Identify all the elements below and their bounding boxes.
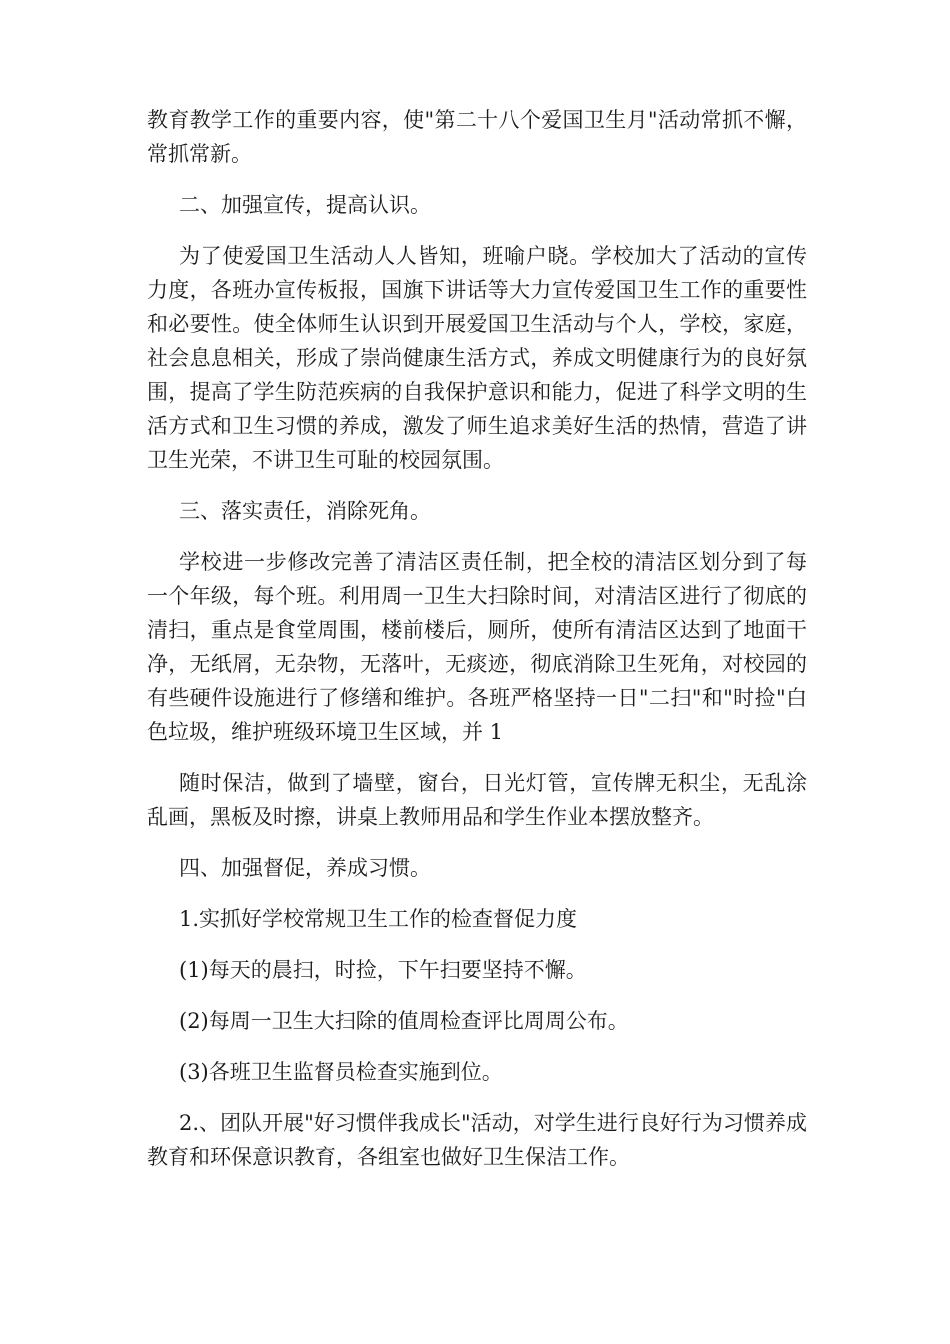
sub-item-3: (3)各班卫生监督员检查实施到位。: [179, 1060, 503, 1084]
paragraph-responsibility: 学校进一步修改完善了清洁区责任制，把全校的清洁区划分到了每一个年级，每个班。利用周一卫生大扫除时间，对清洁区进行了彻底的清扫，重点是食堂周围，楼前楼后，厕所，使所有清洁区达到了地面干净，无纸屑，无杂物，无落叶，无痰迹，彻底消除卫生死角，对校园的有些硬件设施进行了修缮和维护。各班严格坚持一日"二扫"和"时捡"白色垃圾，维护班级环境卫生区域，并 1: [147, 550, 807, 744]
section-heading-2: 二、加强宣传，提高认识。: [179, 193, 431, 217]
paragraph-publicity: 为了使爱国卫生活动人人皆知，班喻户晓。学校加大了活动的宣传力度，各班办宣传板报，国旗下讲话等大力宣传爱国卫生工作的重要性和必要性。使全体师生认识到开展爱国卫生活动与个人，学校，家庭，社会息息相关，形成了崇尚健康生活方式，养成文明健康行为的良好氛围，提高了学生防范疾病的自我保护意识和能力，促进了科学文明的生活方式和卫生习惯的养成，激发了师生追求美好生活的热情，营造了讲卫生光荣，不讲卫生可耻的校园氛围。: [147, 244, 807, 472]
paragraph-continuation: 教育教学工作的重要内容，使"第二十八个爱国卫生月"活动常抓不懈，常抓常新。: [147, 108, 807, 166]
document-page: [147, 103, 807, 1191]
list-item-2: 2.、团队开展"好习惯伴我成长"活动，对学生进行良好行为习惯养成教育和环保意识教育，各组室也做好卫生保洁工作。: [147, 1111, 807, 1169]
section-heading-3: 三、落实责任，消除死角。: [179, 499, 431, 523]
paragraph-cleaning: 随时保洁，做到了墙壁，窗台，日光灯管，宣传牌无积尘，无乱涂乱画，黑板及时擦，讲桌上教师用品和学生作业本摆放整齐。: [147, 771, 807, 829]
sub-item-2: (2)每周一卫生大扫除的值周检查评比周周公布。: [179, 1009, 629, 1033]
sub-item-1: (1)每天的晨扫，时捡，下午扫要坚持不懈。: [179, 958, 587, 982]
section-heading-4: 四、加强督促，养成习惯。: [179, 856, 431, 880]
list-item-1: 1.实抓好学校常规卫生工作的检查督促力度: [179, 907, 578, 931]
